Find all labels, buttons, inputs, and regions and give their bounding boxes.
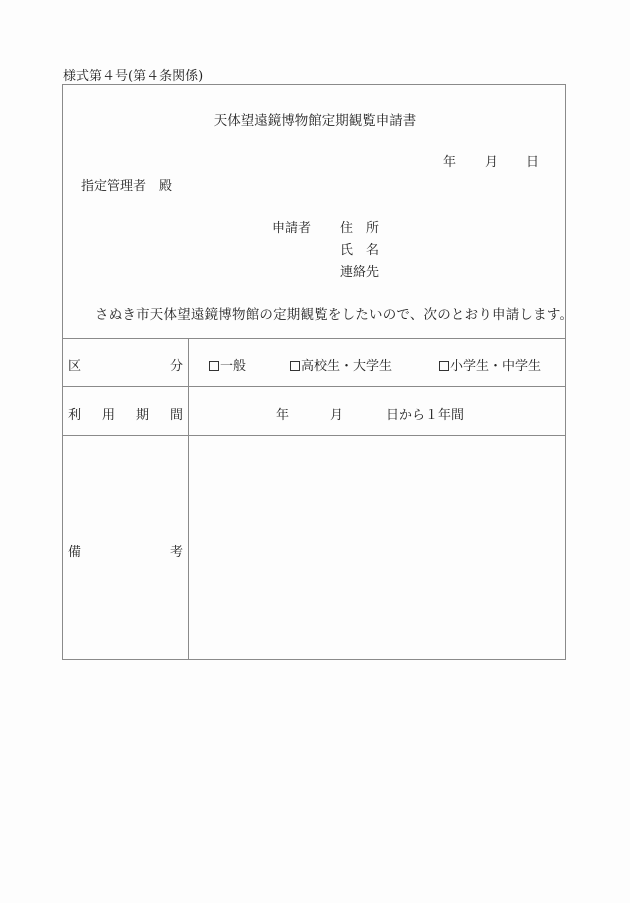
row-divider-2 (62, 435, 566, 436)
period-year-label: 年 (276, 408, 290, 423)
checkbox-icon[interactable] (290, 361, 300, 371)
category-option-high-school-university[interactable]: 高校生・大学生 (290, 355, 392, 374)
row-divider-1 (62, 386, 566, 387)
addressee: 指定管理者 殿 (81, 179, 173, 194)
form-title: 天体望遠鏡博物館定期観覧申請書 (213, 113, 417, 129)
applicant-name-label: 氏 名 (340, 243, 380, 258)
category-option-general[interactable]: 一般 (209, 355, 246, 374)
form-number-label: 様式第４号(第４条関係) (63, 69, 204, 84)
checkbox-icon[interactable] (439, 361, 449, 371)
period-month-label: 月 (330, 408, 344, 423)
remarks-label: 備 考 (68, 545, 183, 560)
usage-period-label: 利 用 期 間 (68, 408, 183, 423)
column-divider (188, 338, 189, 660)
date-year-label: 年 (443, 155, 457, 170)
category-option-elementary-junior-high[interactable]: 小学生・中学生 (439, 355, 541, 374)
table-top-divider (62, 338, 566, 339)
checkbox-icon[interactable] (209, 361, 219, 371)
period-suffix: 日から１年間 (386, 408, 465, 423)
applicant-label: 申請者 (272, 221, 312, 236)
date-day-label: 日 (526, 155, 540, 170)
application-statement: さぬき市天体望遠鏡博物館の定期観覧をしたいので、次のとおり申請します。 (95, 307, 574, 323)
remarks-field[interactable] (190, 437, 565, 659)
applicant-contact-label: 連絡先 (340, 265, 380, 280)
applicant-address-label: 住 所 (340, 221, 380, 236)
category-label: 区 分 (68, 359, 183, 374)
date-month-label: 月 (485, 155, 499, 170)
